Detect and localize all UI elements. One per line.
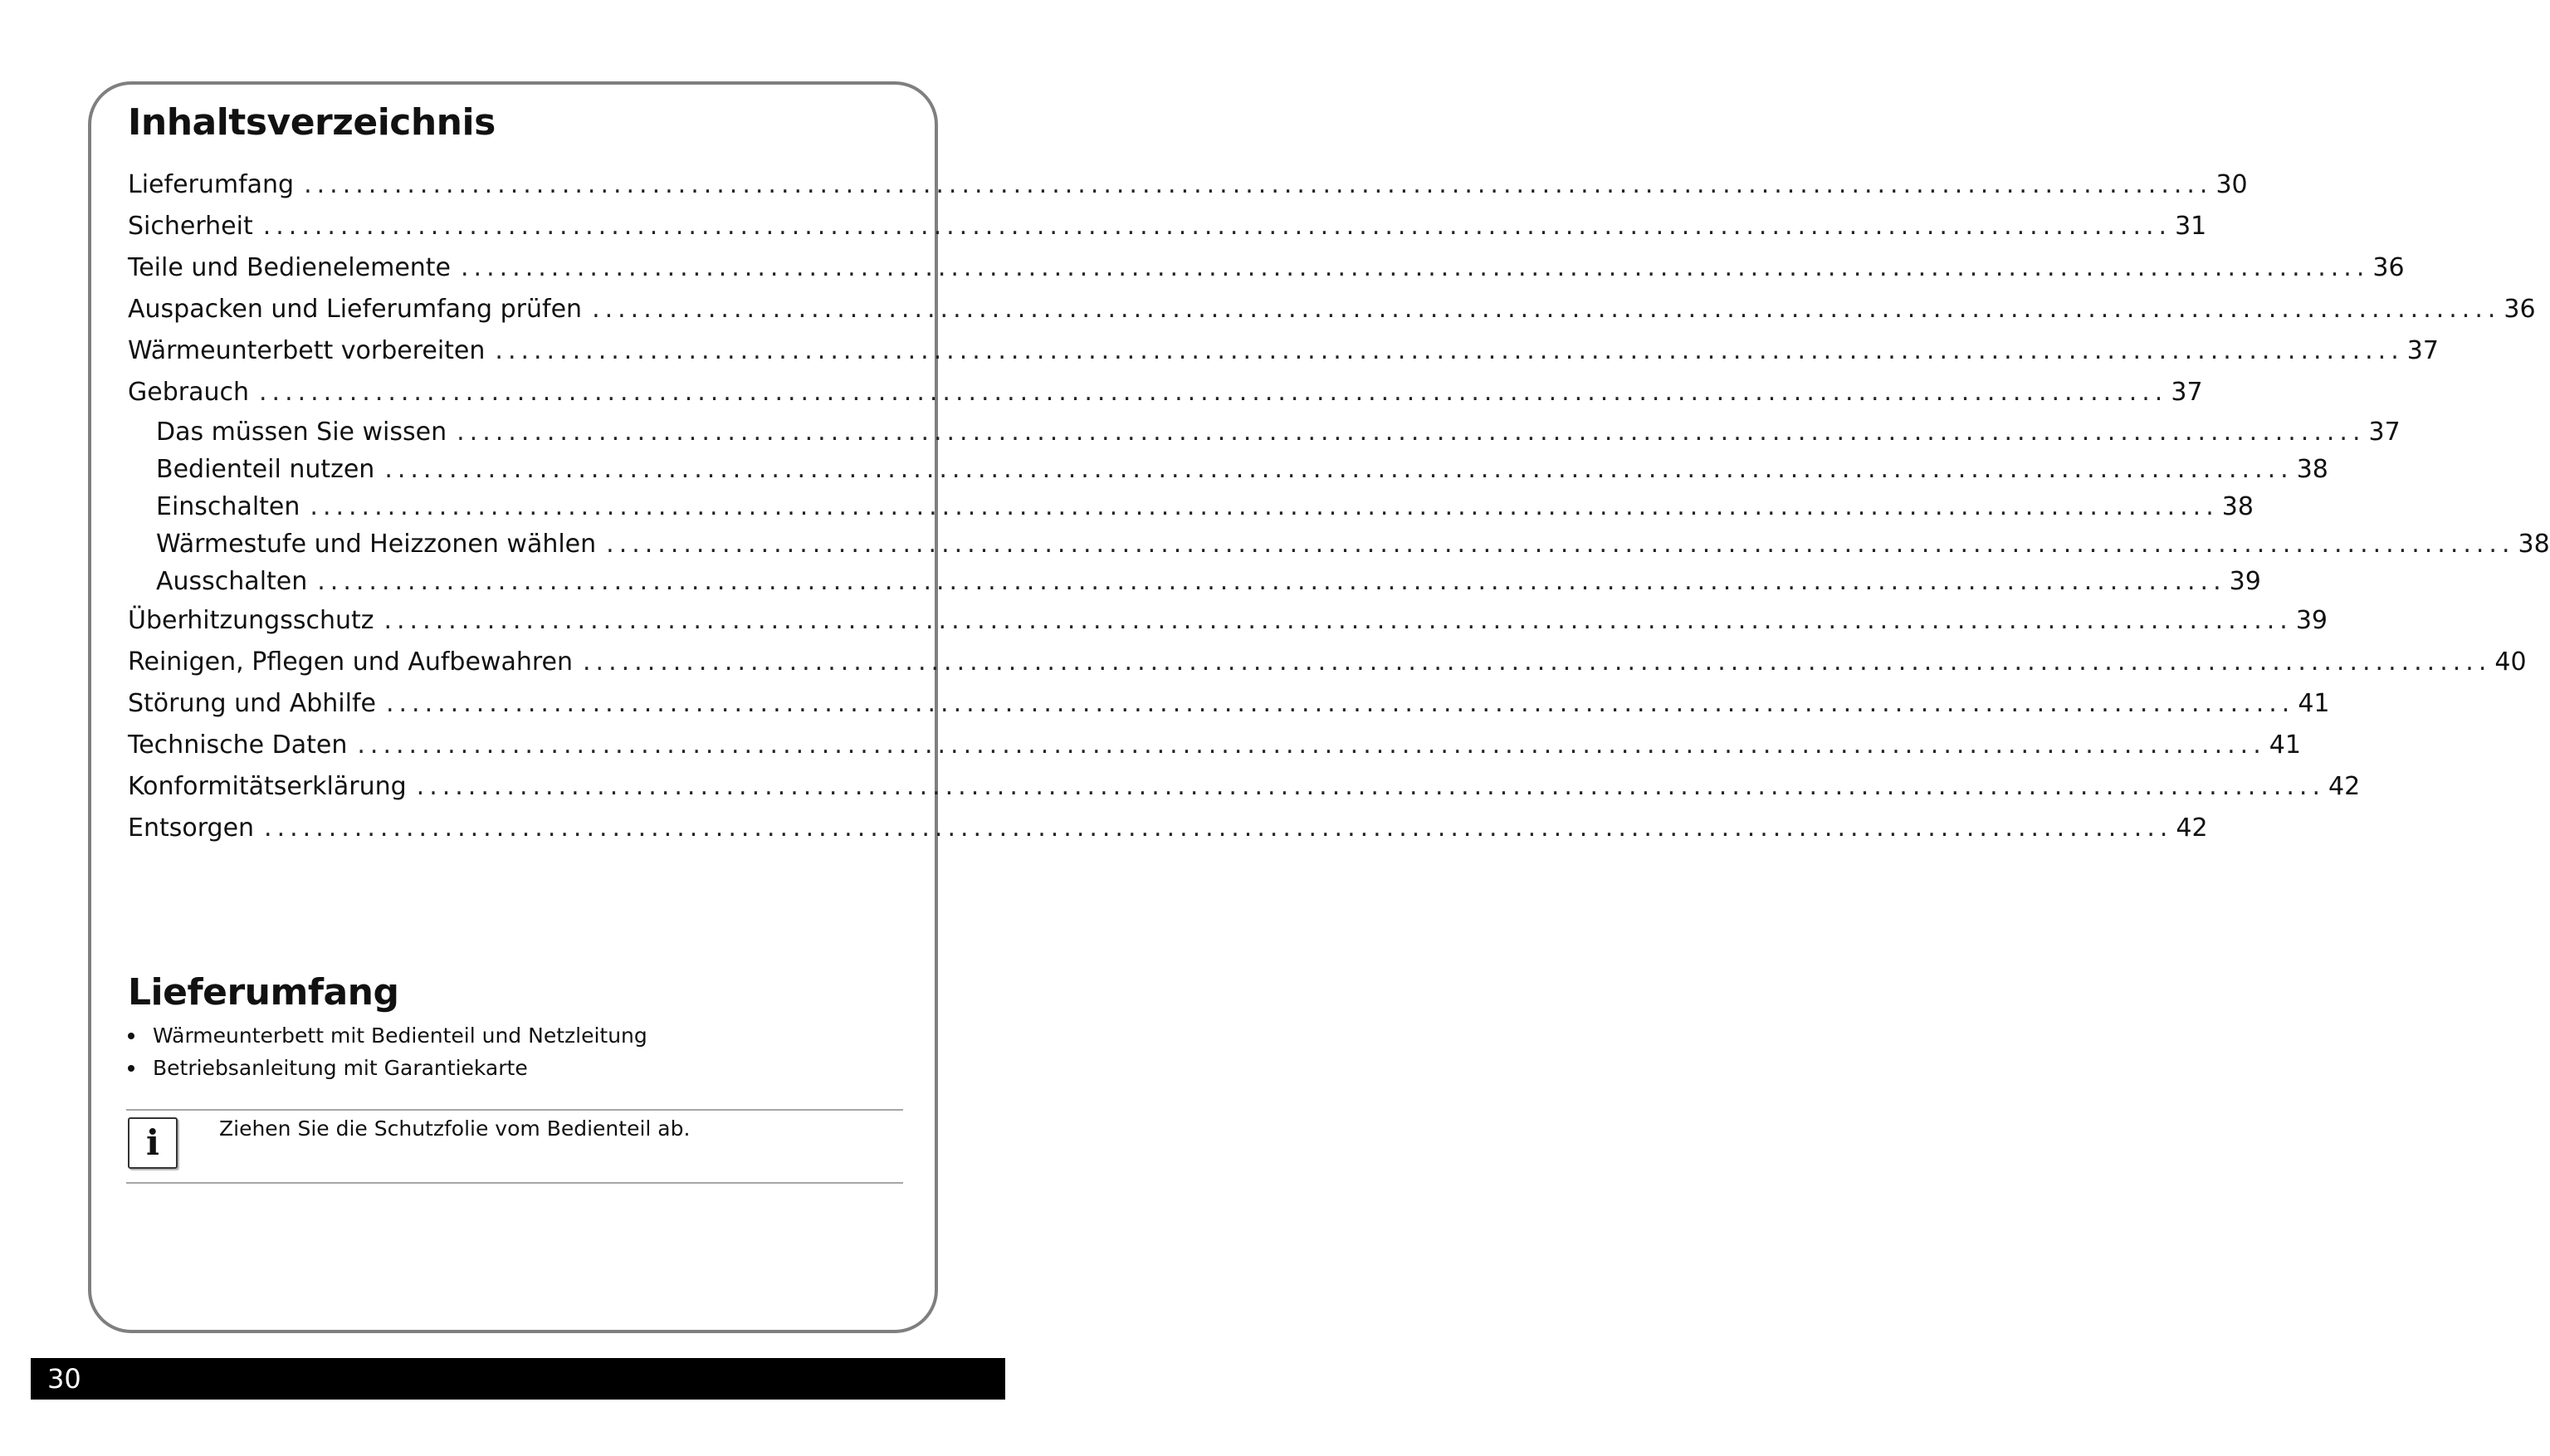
bullet-icon	[128, 1065, 134, 1072]
toc-entry-gebrauch[interactable]	[128, 372, 2203, 413]
toc-entry-reinigen[interactable]	[128, 642, 2527, 683]
list-item	[128, 1052, 647, 1084]
toc-entry-title: Sicherheit	[128, 212, 253, 241]
toc-dot-leader: ....................................................................................................................................................	[262, 212, 2172, 241]
toc-entry-title: Reinigen, Pflegen und Aufbewahren	[128, 647, 574, 677]
toc-entry-page: 41	[2269, 730, 2301, 760]
toc-entry-title: Entsorgen	[128, 814, 255, 843]
toc-dot-leader: ....................................................................................................................................................	[583, 647, 2492, 677]
toc-dot-leader: ....................................................................................................................................................	[495, 336, 2404, 365]
delivery-list	[128, 1019, 647, 1084]
toc-entry-title: Konformitätserklärung	[128, 772, 407, 801]
toc-entry-stoerung[interactable]	[128, 683, 2330, 725]
toc-entry-page: 42	[2328, 772, 2361, 801]
toc-entry-ueberhitzungsschutz[interactable]	[128, 600, 2328, 642]
toc-dot-leader: ....................................................................................................................................................	[461, 253, 2370, 282]
toc-entry-sicherheit[interactable]	[128, 206, 2207, 247]
toc-entry-entsorgen[interactable]	[128, 808, 2208, 849]
delivery-heading: Lieferumfang	[128, 971, 399, 1014]
toc-entry-page: 39	[2229, 567, 2261, 596]
toc-entry-teile[interactable]	[128, 247, 2405, 289]
info-icon	[128, 1117, 178, 1169]
toc-entry-title: Ausschalten	[156, 567, 308, 596]
toc-entry-page: 31	[2175, 212, 2207, 241]
toc-entry-page: 38	[2518, 530, 2550, 559]
toc-entry-title: Überhitzungsschutz	[128, 606, 374, 635]
toc-entry-title: Gebrauch	[128, 378, 249, 407]
toc-entry-title: Technische Daten	[128, 730, 348, 760]
list-item-text: Betriebsanleitung mit Garantiekarte	[153, 1056, 528, 1080]
toc-entry-page: 42	[2176, 814, 2208, 843]
toc-entry-title: Das müssen Sie wissen	[156, 418, 447, 447]
toc-dot-leader: ....................................................................................................................................................	[457, 418, 2366, 447]
toc-entry-page: 36	[2504, 295, 2536, 324]
toc-entry-page: 37	[2406, 336, 2439, 365]
page-number: 30	[47, 1363, 81, 1395]
toc-dot-leader: ....................................................................................................................................................	[259, 378, 2168, 407]
bullet-icon	[128, 1033, 134, 1039]
toc-entry-page: 37	[2171, 378, 2203, 407]
toc-entry-page: 41	[2298, 689, 2330, 718]
toc-entry-page: 40	[2494, 647, 2527, 677]
toc-entry-title: Teile und Bedienelemente	[128, 253, 452, 282]
toc-entry-title: Lieferumfang	[128, 170, 295, 199]
toc-entry-lieferumfang[interactable]	[128, 164, 2248, 206]
toc-dot-leader: ....................................................................................................................................................	[304, 170, 2213, 199]
toc-entry-page: 39	[2295, 606, 2328, 635]
toc-entry-page: 37	[2368, 418, 2401, 447]
list-item	[128, 1019, 647, 1052]
toc-entry-auspacken[interactable]	[128, 289, 2536, 330]
note-top-divider	[126, 1109, 903, 1111]
toc-subentry-einschalten[interactable]	[128, 488, 2254, 525]
toc-dot-leader: ....................................................................................................................................................	[317, 567, 2226, 596]
toc-entry-title: Störung und Abhilfe	[128, 689, 376, 718]
toc-entry-vorbereiten[interactable]	[128, 330, 2439, 372]
info-note-text: Ziehen Sie die Schutzfolie vom Bedienteil ab.	[219, 1116, 691, 1141]
toc-dot-leader: ....................................................................................................................................................	[416, 772, 2326, 801]
toc-dot-leader: ....................................................................................................................................................	[606, 530, 2515, 559]
toc-dot-leader: ....................................................................................................................................................	[592, 295, 2501, 324]
toc-heading: Inhaltsverzeichnis	[128, 101, 496, 144]
toc-entry-title: Wärmestufe und Heizzonen wählen	[156, 530, 597, 559]
list-item-text: Wärmeunterbett mit Bedienteil und Netzleitung	[153, 1024, 647, 1048]
toc-dot-leader: ....................................................................................................................................................	[384, 455, 2294, 484]
note-bottom-divider	[126, 1182, 903, 1184]
toc-entry-technische-daten[interactable]	[128, 725, 2301, 766]
toc-entry-title: Bedienteil nutzen	[156, 455, 375, 484]
toc-dot-leader: ....................................................................................................................................................	[264, 814, 2173, 843]
toc-dot-leader: ....................................................................................................................................................	[385, 689, 2295, 718]
toc-entry-page: 38	[2296, 455, 2328, 484]
toc-entry-title: Wärmeunterbett vorbereiten	[128, 336, 486, 365]
toc-entry-page: 30	[2215, 170, 2248, 199]
toc-subentry-waermestufe[interactable]	[128, 525, 2550, 563]
toc-dot-leader: ....................................................................................................................................................	[383, 606, 2293, 635]
footer-bar	[31, 1358, 1005, 1400]
toc-subentry-ausschalten[interactable]	[128, 563, 2261, 600]
toc-subentry-wissen[interactable]	[128, 413, 2401, 451]
table-of-contents	[128, 164, 2550, 849]
toc-entry-konformitaet[interactable]	[128, 766, 2361, 808]
toc-entry-title: Einschalten	[156, 492, 300, 521]
toc-entry-title: Auspacken und Lieferumfang prüfen	[128, 295, 583, 324]
toc-entry-page: 36	[2372, 253, 2405, 282]
toc-dot-leader: ....................................................................................................................................................	[357, 730, 2266, 760]
info-icon-glyph: i	[146, 1122, 159, 1163]
toc-subentry-bedienteil[interactable]	[128, 451, 2328, 488]
toc-entry-page: 38	[2221, 492, 2254, 521]
toc-dot-leader: ....................................................................................................................................................	[310, 492, 2219, 521]
